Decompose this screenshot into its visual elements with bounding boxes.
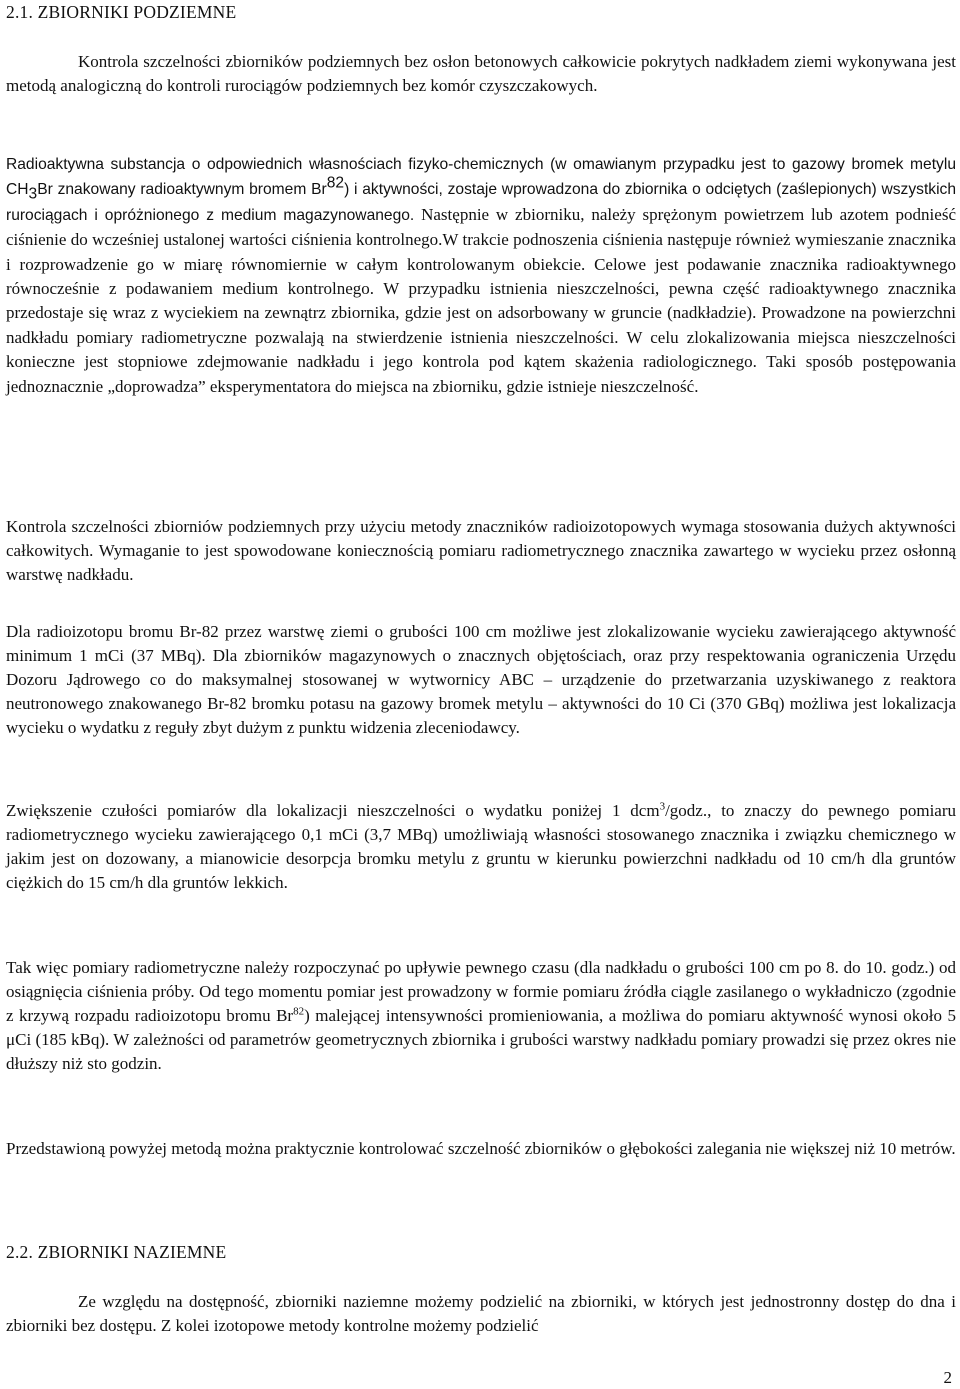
paragraph-intro: Kontrola szczelności zbiorników podziemnych bez osłon betonowych całkowicie pokrytych nadkładem ziemi wykonywana jest metodą analogiczną do kontroli rurociągów podziemnych bez komór czyszczakowych. [6,52,956,95]
paragraph-radioactive-substance [6,152,956,399]
paragraph-sensitivity-part-a: Zwiększenie czułości pomiarów dla lokalizacji nieszczelności o wydatku poniżej 1 dcm [6,801,660,820]
paragraph-sensitivity-part-b: /godz., to znaczy do pewnego pomiaru radiometrycznego wycieku zawierającego 0,1 mCi (3,7 MBq) umożliwiają własności stosowanego znacznika i związku chemicznego w jakim jest on dozowany, a mianowicie desorpcja bromku metylu z gruntu w kierunku powierzchni nadkładu od 10 cm/h dla gruntów ciężkich do 15 cm/h dla gruntów lekkich. [6,801,956,892]
paragraph-large-activities: Kontrola szczelności zbiorniów podziemnych przy użyciu metody znaczników radioizotopowych wymaga stosowania dużych aktywności całkowitych. Wymaganie to jest spowodowane koniecznością pomiaru radiometrycznego znacznika zawartego w wycieku przez osłonną warstwę nadkładu. [6,517,956,584]
paragraph-br82-localization: Dla radioizotopu bromu Br-82 przez warstwę ziemi o grubości 100 cm możliwe jest zlokalizowanie wycieku zawierającego aktywność minimum 1 mCi (37 MBq). Dla zbiorników magazynowych o znacznych objętościach, oraz przy respektowania ograniczenia Urzędu Dozoru Jądrowego co do maksymalnej stosowanej w wytwornicy ABC – urządzenie do przetwarzania uzyskiwanego z reaktora neutronowego znakowanego Br-82 bromku potasu na gazowy bromek metylu – aktywności do 10 Ci (370 GBq) możliwa jest lokalizacja wycieku o wydatku z reguły zbyt dużym z punktu widzenia zleceniodawcy. [6,622,956,737]
superscript-82: 82 [293,1005,305,1018]
paragraph-radioactive-substance-part-b: Br znakowany radioaktywnym bromem Br [37,181,327,199]
paragraph-measurement-timing [6,956,956,1076]
superscript-82: 82 [326,174,345,192]
superscript-3: 3 [659,800,666,813]
paragraph-radioactive-substance-part-d: Następnie w zbiorniku, należy sprężonym powietrzem lub azotem podnieść ciśnienie do wcześniej ustalonej wartości ciśnienia kontrolnego.W trakcie podnoszenia ciśnienia następuje również wymieszanie znacznika i rozprowadzenie go w miarę równomiernie w całym kontrolowanym obiekcie. Celowe jest podawanie znacznika radioaktywnego równocześnie z podawaniem medium kontrolnego. W przypadku istnienia nieszczelności, pewna część radioaktywnego znacznika przedostaje się wraz z wyciekiem na zewnątrz zbiornika, gdzie jest on adsorbowany w gruncie (nadkładzie). Prowadzone na powierzchni nadkładu pomiary radiometryczne pozwalają na stwierdzenie istnienia nieszczelności. W celu zlokalizowania miejsca nieszczelności konieczne jest stopniowe zdejmowanie nadkładu i jego kontrola pod kątem skażenia radiologicznego. Taki sposób postępowania jednoznacznie „doprowadza” eksperymentatora do miejsca na zbiorniku, gdzie istnieje nieszczelność. [6,204,956,396]
subscript-3: 3 [28,185,38,203]
paragraph-radioactive-substance-part-c: ) i aktywności, zostaje wprowadzona do zbiornika o odciętych (zaślepionych) wszystkich rurociągach i opróżnionego z medium magazynowanego. [6,181,957,224]
paragraph-sensitivity [6,799,956,895]
paragraph-measurement-timing-part-a: Tak więc pomiary radiometryczne należy rozpoczynać po upływie pewnego czasu (dla nadkładu o grubości 100 cm po 8. do 10. godz.) od osiągnięcia ciśnienia próby. Od tego momentu pomiar jest prowadzony w formie pomiaru źródła ciągle zasilanego o wykładniczo (zgodnie z krzywą rozpadu radioizotopu bromu Br [6,958,956,1025]
page-number: 2 [943,1368,952,1387]
paragraph-measurement-timing-part-b: ) malejącej intensywności promieniowania, a możliwa do pomiaru aktywność wynosi około 5 μCi (185 kBq). W zależności od parametrów geometrycznych zbiornika i grubości warstwy nadkładu pomiary prowadzi się przez okres nie dłuższy niż sto godzin. [6,1006,956,1073]
section-heading-above-ground-tanks: 2.2. ZBIORNIKI NAZIEMNE [6,1242,227,1262]
paragraph-depth-limit: Przedstawioną powyżej metodą można praktycznie kontrolować szczelność zbiorników o głębokości zalegania nie większej niż 10 metrów. [6,1139,956,1158]
paragraph-radioactive-substance-part-a: Radioaktywna substancja o odpowiednich własnościach fizyko-chemicznych (w omawianym przypadku jest to gazowy bromek metylu CH [6,156,956,199]
paragraph-above-ground-intro: Ze względu na dostępność, zbiorniki naziemne możemy podzielić na zbiorniki, w których jest jednostronny dostęp do dna i zbiorniki bez dostępu. Z kolei izotopowe metody kontrolne możemy podzielić [6,1292,956,1335]
section-heading-underground-tanks: 2.1. ZBIORNIKI PODZIEMNE [6,2,237,22]
